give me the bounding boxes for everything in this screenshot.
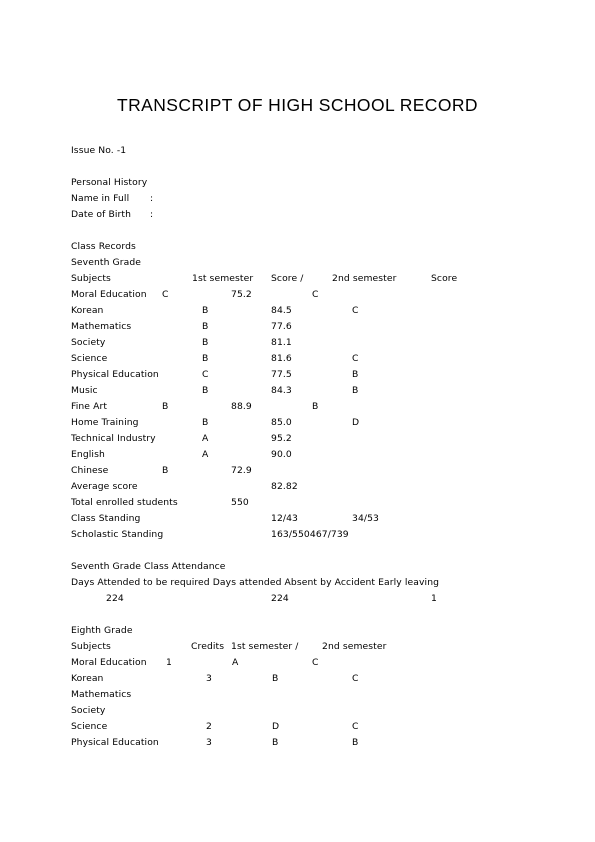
eighth-header-subjects: Subjects xyxy=(71,641,111,652)
name-colon: : xyxy=(150,193,154,204)
table-row-grade2: C xyxy=(352,305,359,316)
class-records-heading: Class Records xyxy=(71,241,136,252)
dob-colon: : xyxy=(150,209,154,220)
seventh-header-score-sep: Score / xyxy=(271,273,304,284)
eighth-header-sem2: 2nd semester xyxy=(322,641,387,652)
personal-history-heading: Personal History xyxy=(71,177,148,188)
table-row-score1: 77.6 xyxy=(271,321,292,332)
table-row-credits: 3 xyxy=(206,737,212,748)
scholastic-standing-value: 163/550467/739 xyxy=(271,529,349,540)
issue-number: Issue No. -1 xyxy=(71,145,127,156)
table-row-grade1: B xyxy=(202,353,209,364)
table-row-grade1: B xyxy=(202,321,209,332)
table-row-grade1: B xyxy=(162,401,169,412)
table-row-credits: 1 xyxy=(166,657,172,668)
attendance-attended: 224 xyxy=(271,593,289,604)
table-row-grade1: B xyxy=(272,737,279,748)
average-score-value: 82.82 xyxy=(271,481,298,492)
table-row-score1: 90.0 xyxy=(271,449,292,460)
table-row-score1: 84.3 xyxy=(271,385,292,396)
attendance-heading: Seventh Grade Class Attendance xyxy=(71,561,226,572)
table-row-subject: Chinese xyxy=(71,465,109,476)
table-row-grade2: C xyxy=(312,657,319,668)
table-row-grade1: B xyxy=(202,385,209,396)
document-title: TRANSCRIPT OF HIGH SCHOOL RECORD xyxy=(117,95,478,115)
seventh-header-score: Score xyxy=(431,273,458,284)
table-row-grade1: D xyxy=(272,721,280,732)
table-row-score1: 81.1 xyxy=(271,337,292,348)
table-row-grade1: B xyxy=(272,673,279,684)
table-row-grade2: D xyxy=(352,417,360,428)
class-standing-label: Class Standing xyxy=(71,513,141,524)
table-row-grade1: A xyxy=(202,449,209,460)
eighth-grade-heading: Eighth Grade xyxy=(71,625,133,636)
table-row-score1: 77.5 xyxy=(271,369,292,380)
seventh-grade-heading: Seventh Grade xyxy=(71,257,142,268)
table-row-subject: Fine Art xyxy=(71,401,108,412)
average-score-label: Average score xyxy=(71,481,138,492)
table-row-subject: Physical Education xyxy=(71,369,159,380)
table-row-subject: Mathematics xyxy=(71,321,132,332)
table-row-subject: Moral Education xyxy=(71,289,147,300)
table-row-grade1: B xyxy=(162,465,169,476)
class-standing-sem2: 34/53 xyxy=(352,513,379,524)
table-row-subject: Moral Education xyxy=(71,657,147,668)
table-row-score1: 85.0 xyxy=(271,417,292,428)
table-row-score1: 75.2 xyxy=(231,289,252,300)
attendance-required: 224 xyxy=(106,593,124,604)
table-row-grade2: C xyxy=(352,353,359,364)
table-row-grade2: B xyxy=(352,737,359,748)
table-row-grade2: C xyxy=(352,721,359,732)
name-label: Name in Full xyxy=(71,193,130,204)
table-row-grade1: C xyxy=(202,369,209,380)
table-row-credits: 2 xyxy=(206,721,212,732)
table-row-grade2: B xyxy=(352,385,359,396)
table-row-subject: Society xyxy=(71,705,106,716)
class-standing-sem1: 12/43 xyxy=(271,513,298,524)
table-row-score1: 88.9 xyxy=(231,401,252,412)
seventh-header-sem2: 2nd semester xyxy=(332,273,397,284)
table-row-score1: 81.6 xyxy=(271,353,292,364)
attendance-early-leaving: 1 xyxy=(431,593,437,604)
table-row-subject: Science xyxy=(71,721,108,732)
table-row-grade2: C xyxy=(312,289,319,300)
table-row-grade1: B xyxy=(202,337,209,348)
table-row-score1: 95.2 xyxy=(271,433,292,444)
table-row-subject: Home Training xyxy=(71,417,139,428)
table-row-subject: English xyxy=(71,449,105,460)
table-row-credits: 3 xyxy=(206,673,212,684)
table-row-subject: Mathematics xyxy=(71,689,132,700)
enrolled-students-value: 550 xyxy=(231,497,249,508)
table-row-grade1: B xyxy=(202,305,209,316)
table-row-subject: Physical Education xyxy=(71,737,159,748)
table-row-grade1: B xyxy=(202,417,209,428)
seventh-header-subjects: Subjects xyxy=(71,273,111,284)
table-row-subject: Music xyxy=(71,385,98,396)
eighth-header-credits: Credits xyxy=(191,641,225,652)
table-row-score1: 72.9 xyxy=(231,465,252,476)
table-row-subject: Science xyxy=(71,353,108,364)
table-row-grade2: B xyxy=(312,401,319,412)
dob-label: Date of Birth xyxy=(71,209,132,220)
table-row-subject: Society xyxy=(71,337,106,348)
seventh-header-sem1: 1st semester xyxy=(192,273,254,284)
table-row-subject: Korean xyxy=(71,305,104,316)
table-row-subject: Technical Industry xyxy=(71,433,156,444)
table-row-grade1: C xyxy=(162,289,169,300)
table-row-subject: Korean xyxy=(71,673,104,684)
table-row-grade2: B xyxy=(352,369,359,380)
eighth-header-sem1: 1st semester / xyxy=(231,641,299,652)
table-row-score1: 84.5 xyxy=(271,305,292,316)
enrolled-students-label: Total enrolled students xyxy=(71,497,178,508)
scholastic-standing-label: Scholastic Standing xyxy=(71,529,164,540)
table-row-grade1: A xyxy=(202,433,209,444)
table-row-grade1: A xyxy=(232,657,239,668)
attendance-header: Days Attended to be required Days attended Absent by Accident Early leaving xyxy=(71,577,440,588)
table-row-grade2: C xyxy=(352,673,359,684)
